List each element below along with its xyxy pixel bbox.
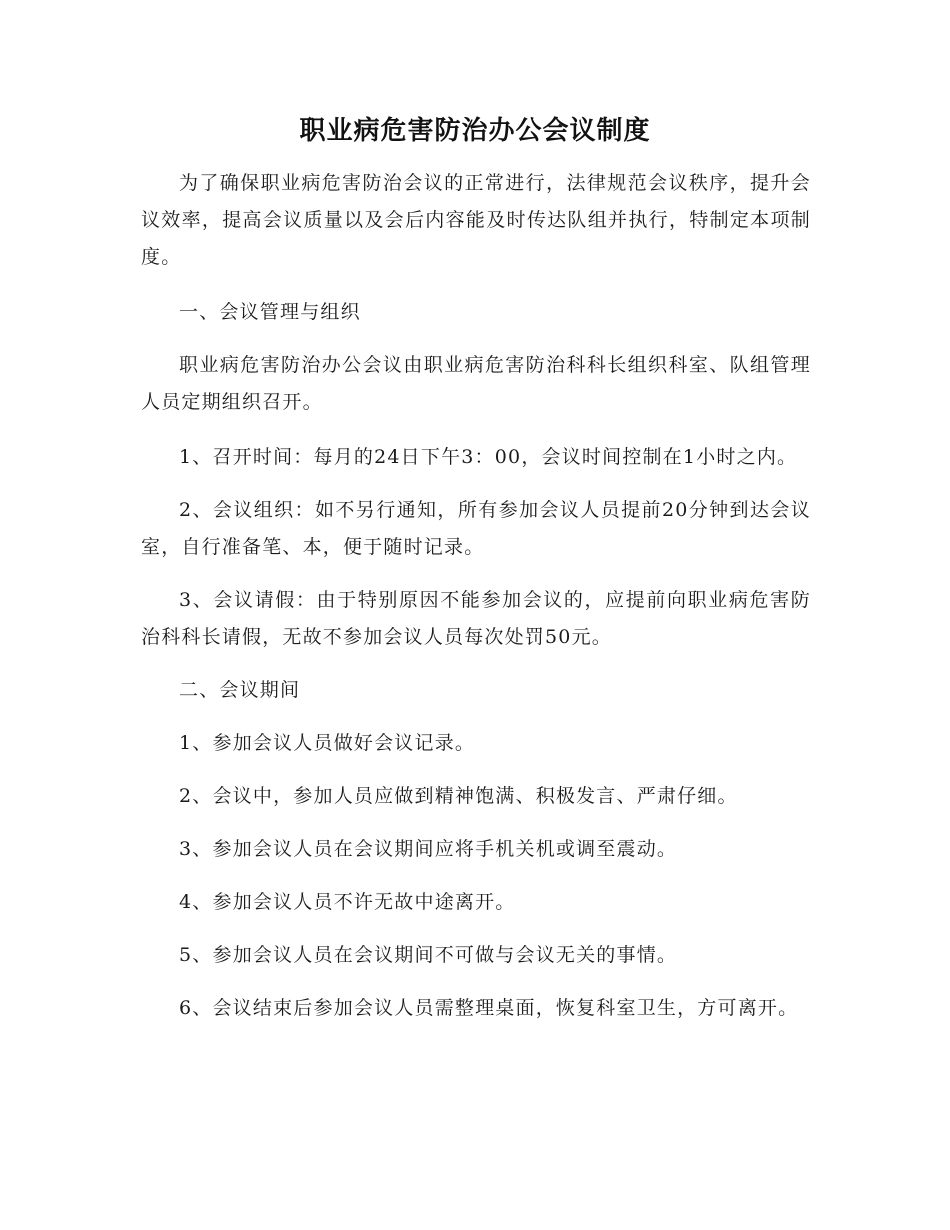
- section-1-item-2: 2、会议组织：如不另行通知，所有参加会议人员提前20分钟到达会议室，自行准备笔、本，便于随时记录。: [141, 499, 811, 558]
- section-2-item-4: 4、参加会议人员不许无故中途离开。: [179, 891, 516, 913]
- section-2-item-5: 5、参加会议人员在会议期间不可做与会议无关的事情。: [179, 944, 678, 966]
- section-heading-2: 二、会议期间: [179, 679, 301, 701]
- section-2-item-1: 1、参加会议人员做好会议记录。: [179, 732, 476, 754]
- section-2-item-3: 3、参加会议人员在会议期间应将手机关机或调至震动。: [179, 838, 678, 860]
- section-1-item-1: 1、召开时间：每月的24日下午3：00，会议时间控制在1小时之内。: [179, 446, 798, 468]
- section-1-paragraph: 职业病危害防治办公会议由职业病危害防治科科长组织科室、队组管理人员定期组织召开。: [141, 354, 811, 413]
- section-2-item-6: 6、会议结束后参加会议人员需整理桌面，恢复科室卫生，方可离开。: [179, 997, 799, 1019]
- section-2-item-2: 2、会议中，参加人员应做到精神饱满、积极发言、严肃仔细。: [179, 785, 738, 807]
- document-title: 职业病危害防治办公会议制度: [299, 116, 651, 146]
- intro-paragraph: 为了确保职业病危害防治会议的正常进行，法律规范会议秩序，提升会议效率，提高会议质量以及会后内容能及时传达队组并执行，特制定本项制度。: [141, 172, 811, 268]
- section-heading-1: 一、会议管理与组织: [179, 301, 361, 323]
- document-body: [141, 165, 811, 1043]
- section-1-item-3: 3、会议请假：由于特别原因不能参加会议的，应提前向职业病危害防治科科长请假，无故不参加会议人员每次处罚50元。: [141, 589, 811, 648]
